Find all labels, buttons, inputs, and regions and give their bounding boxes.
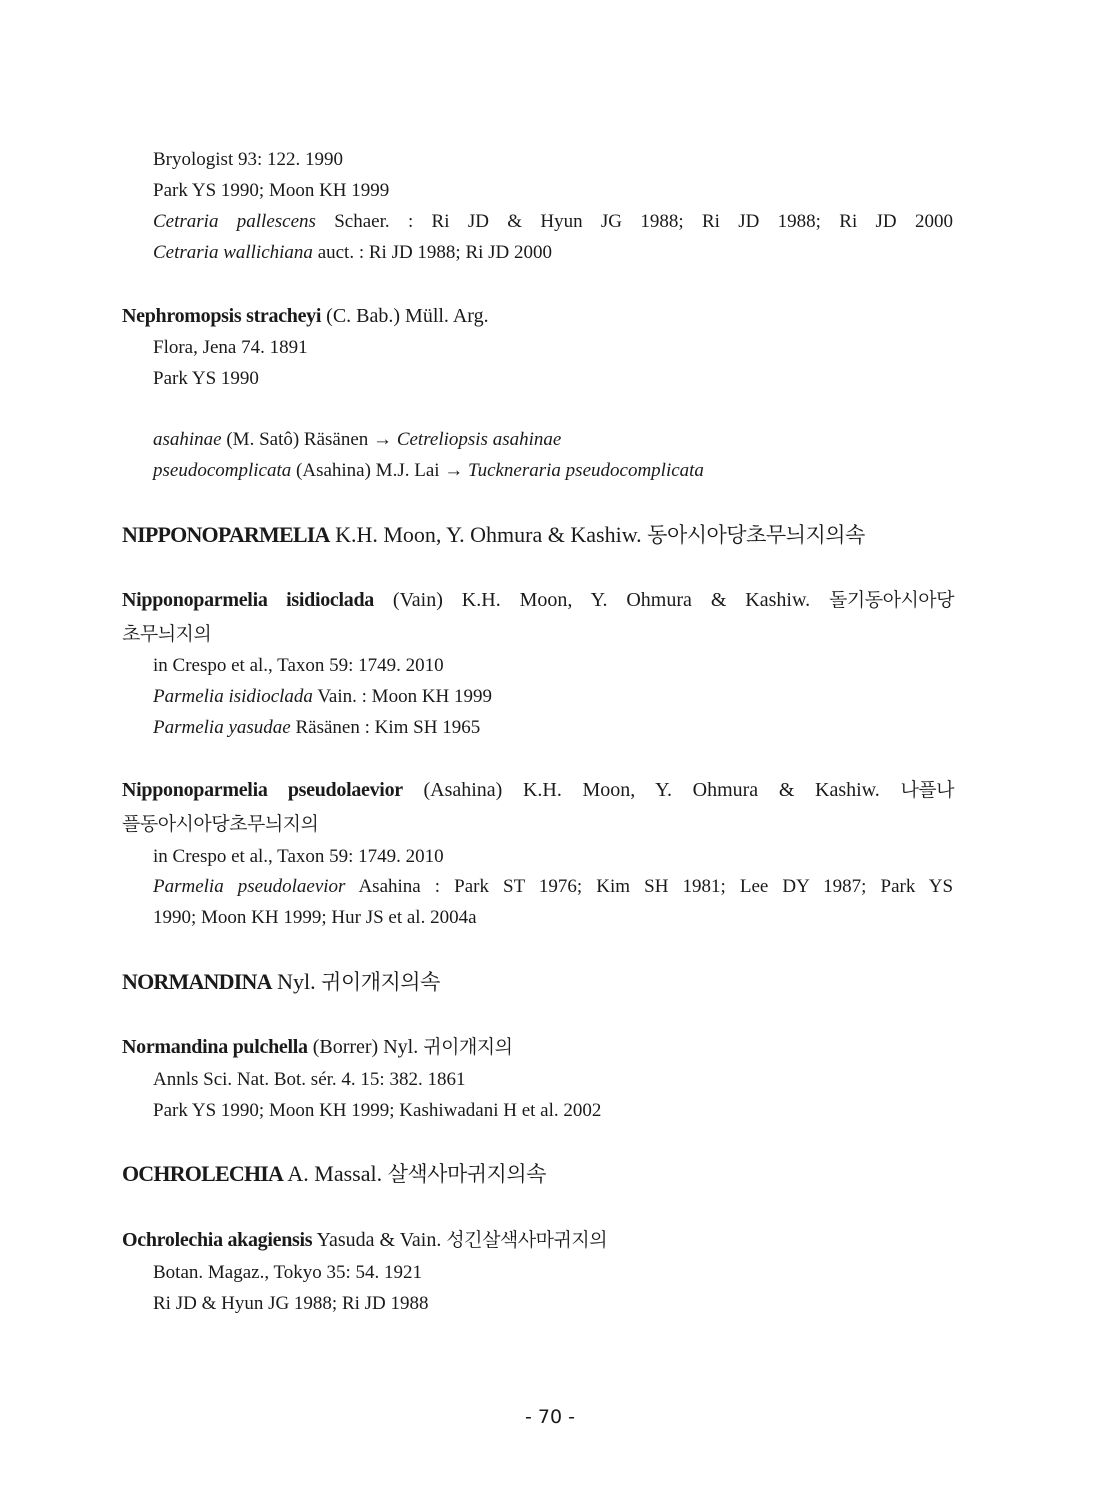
publication-line: Flora, Jena 74. 1891 — [153, 337, 308, 358]
xref-author: (Asahina) M.J. Lai → — [291, 460, 469, 481]
publication-line: Annls Sci. Nat. Bot. sér. 4. 15: 382. 1861 — [153, 1069, 466, 1090]
korean-name: 나플나 — [900, 779, 954, 801]
synonym-name: Cetraria wallichiana — [153, 242, 313, 263]
synonym-line — [153, 210, 953, 234]
korean-name: 돌기동아시아당 — [829, 589, 955, 611]
xref-author: (M. Satô) Räsänen → — [221, 429, 397, 450]
synonym-line — [153, 875, 953, 899]
korean-name: 살색사마귀지의속 — [387, 1162, 546, 1186]
species-author: (Borrer) Nyl. — [307, 1036, 424, 1058]
species-author: (C. Bab.) Müll. Arg. — [321, 305, 489, 327]
cross-reference-line — [153, 428, 561, 452]
species-name: Ochrolechia akagiensis — [122, 1229, 313, 1251]
species-name: Normandina pulchella — [122, 1036, 308, 1058]
synonym-citation: Asahina : Park ST 1976; Kim SH 1981; Lee DY 1987; Park YS — [345, 876, 954, 897]
genus-author: A. Massal. — [283, 1161, 388, 1186]
synonym-citation: auct. : Ri JD 1988; Ri JD 2000 — [312, 242, 553, 263]
korean-name: 성긴살색사마귀지의 — [446, 1229, 608, 1251]
synonym-line — [153, 685, 492, 709]
genus-heading — [122, 1160, 546, 1188]
publication-line: Botan. Magaz., Tokyo 35: 54. 1921 — [153, 1262, 423, 1283]
species-heading — [122, 1035, 513, 1059]
synonym-name: Parmelia yasudae — [153, 717, 291, 738]
korean-name: 귀이개지의속 — [321, 970, 440, 994]
species-author: (Asahina) K.H. Moon, Y. Ohmura & Kashiw. — [402, 779, 901, 801]
synonym-citation: Räsänen : Kim SH 1965 — [290, 717, 481, 738]
publication-line: in Crespo et al., Taxon 59: 1749. 2010 — [153, 846, 444, 867]
xref-epithet: asahinae — [153, 429, 222, 450]
species-name: Nephromopsis stracheyi — [122, 305, 322, 327]
species-author: Yasuda & Vain. — [312, 1229, 447, 1251]
reference-line: Park YS 1990; Moon KH 1999; Kashiwadani H et al. 2002 — [153, 1100, 602, 1121]
xref-target: Cetreliopsis asahinae — [396, 429, 562, 450]
species-author: (Vain) K.H. Moon, Y. Ohmura & Kashiw. — [373, 589, 830, 611]
genus-heading — [122, 521, 865, 549]
synonym-name: Parmelia pseudolaevior — [153, 876, 346, 897]
species-name: Nipponoparmelia pseudolaevior — [122, 779, 403, 801]
genus-heading — [122, 968, 440, 996]
species-heading — [122, 1228, 607, 1252]
publication-line: Bryologist 93: 122. 1990 — [153, 149, 344, 170]
cross-reference-line — [153, 459, 704, 483]
synonym-citation: Schaer. : Ri JD & Hyun JG 1988; Ri JD 1988; Ri JD 2000 — [315, 211, 953, 232]
synonym-line-continued: 1990; Moon KH 1999; Hur JS et al. 2004a — [153, 907, 477, 928]
reference-line: Ri JD & Hyun JG 1988; Ri JD 1988 — [153, 1293, 429, 1314]
korean-name-continued — [122, 812, 318, 836]
synonym-name: Cetraria pallescens — [153, 211, 316, 232]
genus-name: OCHROLECHIA — [122, 1161, 284, 1186]
korean-name: 동아시아당초무늬지의속 — [647, 523, 865, 547]
species-heading — [122, 304, 489, 328]
publication-line: in Crespo et al., Taxon 59: 1749. 2010 — [153, 655, 444, 676]
synonym-line — [153, 716, 480, 740]
reference-line: Park YS 1990 — [153, 368, 259, 389]
page-number: - 70 - — [525, 1406, 575, 1428]
genus-author: K.H. Moon, Y. Ohmura & Kashiw. — [329, 522, 648, 547]
synonym-name: Parmelia isidioclada — [153, 686, 313, 707]
genus-author: Nyl. — [271, 969, 322, 994]
synonym-citation: Vain. : Moon KH 1999 — [312, 686, 493, 707]
species-heading — [122, 778, 954, 802]
korean-name: 초무늬지의 — [122, 623, 212, 645]
synonym-line — [153, 241, 552, 265]
korean-name: 귀이개지의 — [423, 1036, 513, 1058]
genus-name: NIPPONOPARMELIA — [122, 522, 330, 547]
genus-name: NORMANDINA — [122, 969, 272, 994]
korean-name-continued — [122, 622, 211, 646]
reference-line: Park YS 1990; Moon KH 1999 — [153, 180, 390, 201]
xref-target: Tuckneraria pseudocomplicata — [468, 460, 704, 481]
xref-epithet: pseudocomplicata — [153, 460, 292, 481]
species-heading — [122, 588, 954, 612]
species-name: Nipponoparmelia isidioclada — [122, 589, 374, 611]
korean-name: 플동아시아당초무늬지의 — [122, 813, 319, 835]
